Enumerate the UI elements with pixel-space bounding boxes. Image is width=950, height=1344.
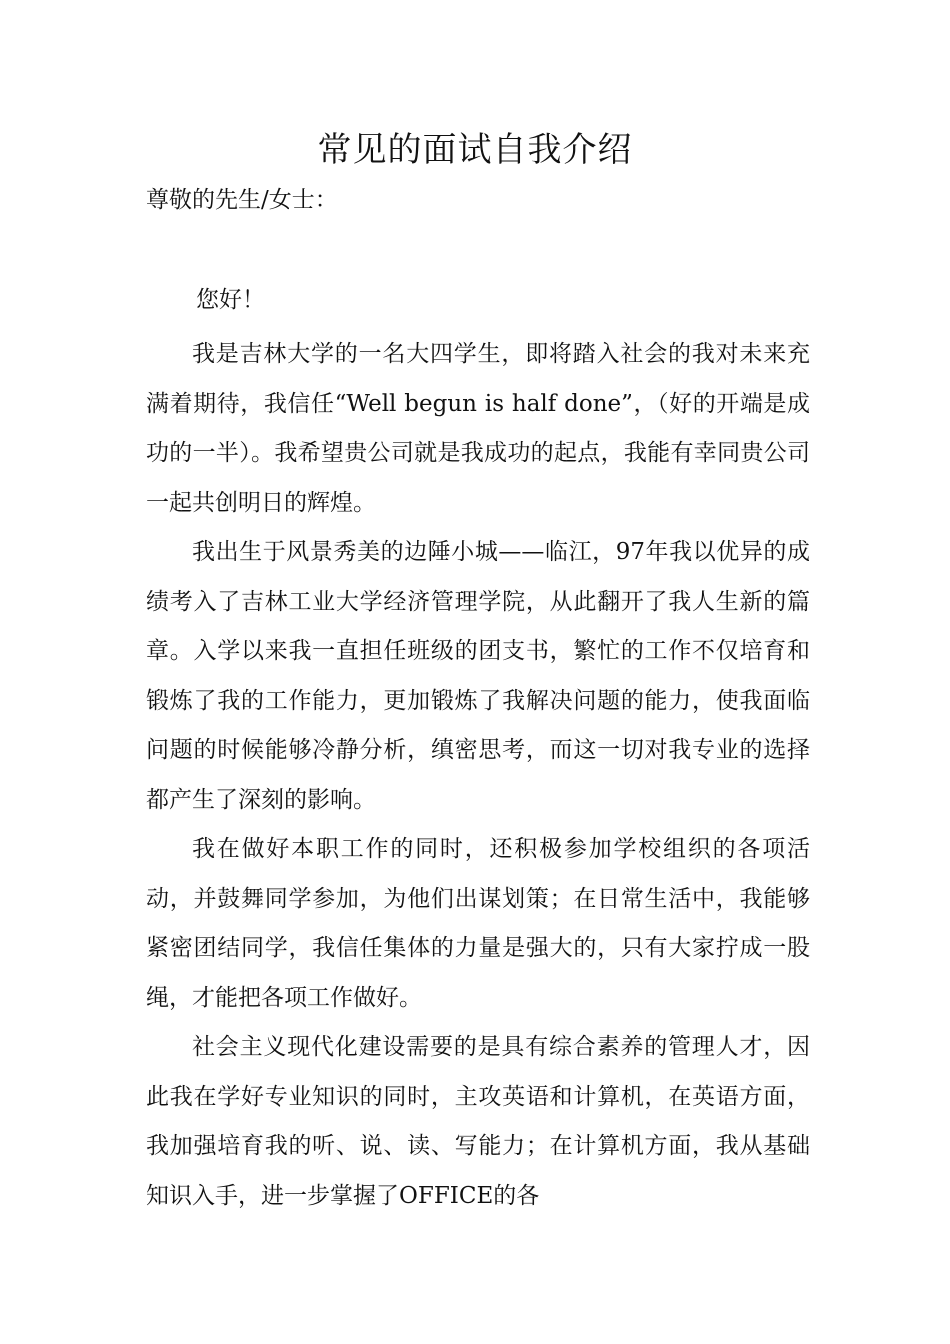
document-body (146, 330, 810, 1221)
paragraph: 我是吉林大学的一名大四学生，即将踏入社会的我对未来充满着期待，我信任“Well begun is half done”，（好的开端是成功的一半）。我希望贵公司就是我成功的起点，我能有幸同贵公司一起共创明日的辉煌。 (146, 341, 810, 516)
paragraph: 我在做好本职工作的同时，还积极参加学校组织的各项活动，并鼓舞同学参加，为他们出谋划策；在日常生活中，我能够紧密团结同学，我信任集体的力量是强大的，只有大家拧成一股绳，才能把各项工作做好。 (146, 836, 810, 1011)
greeting: 您好！ (196, 287, 265, 313)
paragraph: 社会主义现代化建设需要的是具有综合素养的管理人才，因此我在学好专业知识的同时，主攻英语和计算机，在英语方面，我加强培育我的听、说、读、写能力；在计算机方面，我从基础知识入手，进一步掌握了OFFICE的各 (146, 1034, 810, 1209)
paragraph: 我出生于风景秀美的边陲小城——临江，97年我以优异的成绩考入了吉林工业大学经济管理学院，从此翻开了我人生新的篇章。入学以来我一直担任班级的团支书，繁忙的工作不仅培育和锻炼了我的工作能力，更加锻炼了我解决问题的能力，使我面临问题的时候能够冷静分析，缜密思考，而这一切对我专业的选择都产生了深刻的影响。 (146, 539, 810, 813)
salutation: 尊敬的先生/女士： (146, 187, 338, 213)
document-title: 常见的面试自我介绍 (317, 130, 633, 170)
